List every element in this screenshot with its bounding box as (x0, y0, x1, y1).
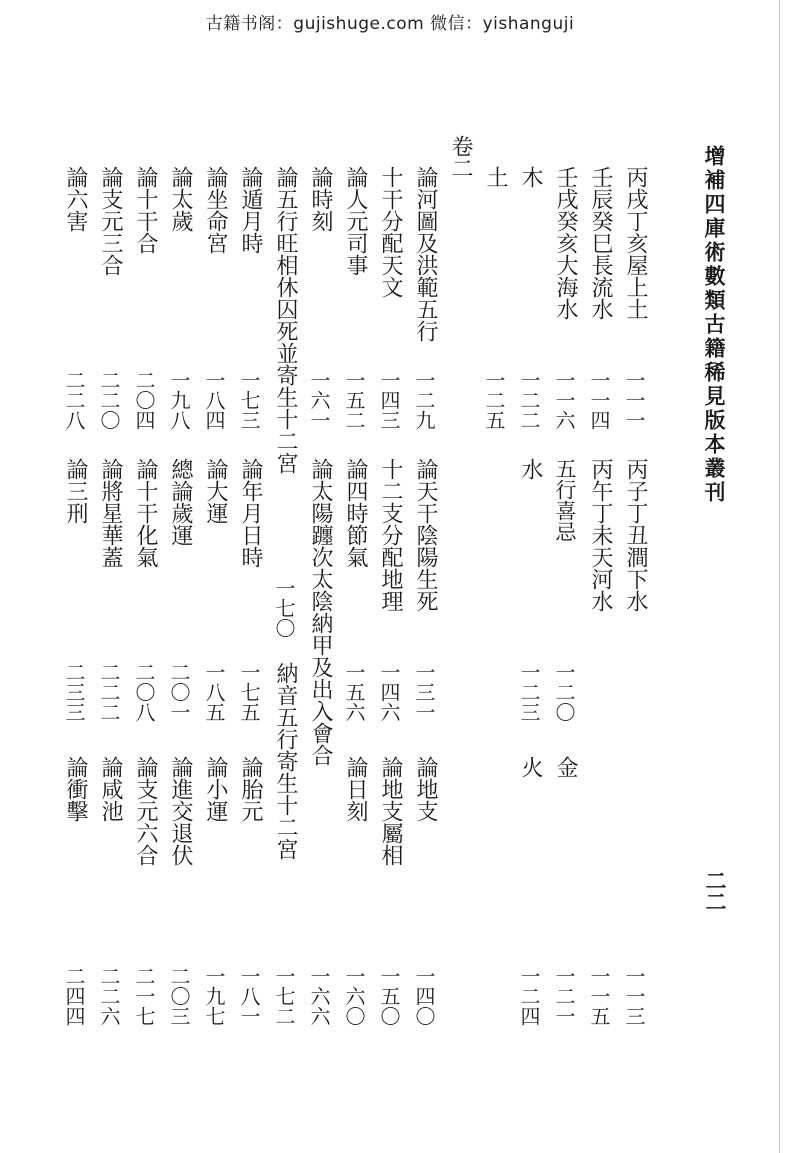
toc-title: 論河圖及洪範五行 (413, 166, 438, 342)
toc-title: 論日刻 (343, 756, 368, 822)
toc-page-number: 二二〇 (97, 370, 121, 430)
toc-page (344, 966, 364, 1026)
toc-page-number: 一二一 (552, 966, 576, 1026)
toc-entry (274, 166, 296, 474)
toc-entry (414, 166, 436, 342)
toc-title: 論五行旺相休囚死並寄生十二宮 (273, 166, 298, 474)
toc-title: 論四時節氣 (343, 458, 368, 568)
toc-entry (519, 756, 541, 778)
toc-title: 論三刑 (63, 458, 88, 524)
toc-page-number: 一九八 (167, 370, 191, 430)
toc-entry (99, 756, 121, 822)
chapter-heading-text: 卷二 (448, 135, 473, 179)
series-title (704, 145, 725, 509)
toc-page (169, 966, 189, 1026)
toc-title: 論年月日時 (238, 458, 263, 568)
toc-title: 論六害 (63, 166, 88, 232)
toc-page (204, 966, 224, 1026)
toc-page-number: 一二二 (517, 370, 541, 430)
toc-title: 丙戌丁亥屋上土 (623, 166, 648, 320)
toc-page-number: 一八五 (202, 662, 226, 722)
toc-title: 壬戌癸亥大海水 (553, 166, 578, 320)
toc-entry (554, 166, 576, 320)
toc-entry (239, 458, 261, 568)
toc-entry (344, 458, 366, 568)
toc-page-number: 一五二 (342, 370, 366, 430)
toc-entry (379, 166, 401, 298)
toc-title: 論地支 (413, 756, 438, 822)
toc-page-number: 二一七 (132, 966, 156, 1026)
toc-entry (624, 166, 646, 320)
toc-title: 金 (553, 756, 578, 778)
toc-title: 論支元六合 (133, 756, 158, 866)
page-edge-line (779, 0, 780, 1153)
toc-entry (169, 166, 191, 232)
toc-page (624, 966, 644, 1026)
toc-title: 丙午丁未天河水 (588, 458, 613, 612)
toc-page (519, 370, 539, 430)
toc-entry (134, 756, 156, 866)
toc-page (239, 662, 259, 722)
toc-page (589, 966, 609, 1026)
toc-entry (99, 166, 121, 276)
toc-page (344, 370, 364, 430)
toc-title: 土 (483, 166, 508, 188)
toc-entry (309, 458, 331, 766)
toc-page-number: 二〇一 (167, 662, 191, 722)
toc-page (169, 662, 189, 722)
toc-title: 論十干合 (133, 166, 158, 254)
toc-page (274, 578, 294, 638)
watermark-text: 古籍书阁：gujishuge.com 微信：yishanguji (205, 14, 575, 34)
toc-page (519, 966, 539, 1026)
toc-entry (554, 458, 575, 542)
toc-entry (64, 458, 86, 524)
toc-title: 丙子丁丑澗下水 (623, 458, 648, 612)
toc-page (484, 370, 504, 430)
toc-page-number: 一二五 (482, 370, 506, 430)
toc-title: 論坐命宮 (203, 166, 228, 254)
toc-page-number: 二四四 (62, 966, 86, 1026)
toc-page (554, 370, 574, 430)
toc-title: 論小運 (203, 756, 228, 822)
toc-page-number: 一六六 (307, 966, 331, 1026)
toc-page-number: 一五六 (342, 662, 366, 722)
toc-page (64, 662, 84, 722)
toc-page (379, 966, 399, 1026)
toc-page (554, 966, 574, 1026)
toc-page (379, 370, 399, 430)
toc-page-number: 一七三 (237, 370, 261, 430)
toc-page-number: 一一四 (587, 370, 611, 430)
toc-title: 論進交退伏 (168, 756, 193, 866)
toc-page-number: 一六〇 (342, 966, 366, 1026)
toc-page-number: 二二六 (97, 966, 121, 1026)
toc-page (99, 662, 119, 722)
toc-page (519, 662, 539, 722)
toc-page-number: 一三一 (412, 662, 436, 722)
toc-entry (204, 458, 226, 524)
toc-page (64, 966, 84, 1026)
toc-page (99, 966, 119, 1026)
toc-page (414, 370, 434, 430)
toc-page (554, 662, 574, 722)
toc-page-number: 二〇四 (132, 370, 156, 430)
toc-entry (589, 166, 611, 320)
toc-title: 壬辰癸巳長流水 (588, 166, 613, 320)
toc-entry (624, 458, 646, 612)
toc-entry (484, 166, 506, 188)
toc-page (379, 662, 399, 722)
toc-page-number: 一八四 (202, 370, 226, 430)
toc-page-number: 一一三 (622, 966, 646, 1026)
toc-entry (204, 756, 226, 822)
chapter-heading (449, 135, 471, 179)
toc-entry (239, 166, 261, 254)
toc-page-number: 一九七 (202, 966, 226, 1026)
toc-title: 論咸池 (98, 756, 123, 822)
toc-title: 水 (518, 458, 543, 480)
toc-title: 論大運 (203, 458, 228, 524)
toc-entry (204, 166, 226, 254)
toc-page (134, 662, 154, 722)
toc-entry (344, 166, 366, 276)
toc-page-number: 二〇八 (132, 662, 156, 722)
toc-page (239, 370, 259, 430)
toc-page (204, 370, 224, 430)
toc-title: 木 (518, 166, 543, 188)
toc-page (169, 370, 189, 430)
toc-title: 火 (518, 756, 543, 778)
toc-title: 論天干陰陽生死 (413, 458, 438, 612)
toc-title: 納音五行寄生十二宮 (273, 662, 298, 860)
toc-entry (64, 166, 86, 232)
toc-entry (344, 756, 366, 822)
toc-entry (519, 166, 541, 188)
page-number (705, 870, 726, 916)
toc-title: 論太陽躔次太陰納甲及出入會合 (308, 458, 333, 766)
toc-entry (134, 458, 156, 568)
toc-entry (169, 756, 191, 866)
toc-page (64, 370, 84, 430)
toc-title: 論支元三合 (98, 166, 123, 276)
toc-entry (274, 662, 296, 860)
toc-entry (414, 756, 436, 822)
toc-page-number: 二二八 (62, 370, 86, 430)
toc-page-number: 一七〇 (272, 578, 296, 638)
toc-entry (309, 166, 331, 232)
toc-page-number: 一五〇 (377, 966, 401, 1026)
toc-entry (99, 458, 121, 568)
toc-entry (589, 458, 611, 612)
toc-entry (134, 166, 156, 254)
toc-page (414, 662, 434, 722)
toc-page-number: 二三三 (62, 662, 86, 722)
toc-page (134, 370, 154, 430)
toc-page-number: 一六一 (307, 370, 331, 430)
toc-page (239, 966, 259, 1026)
series-title-text: 增補四庫術數類古籍稀見版本叢刊 (702, 145, 727, 505)
toc-title: 論胎元 (238, 756, 263, 822)
toc-page (204, 662, 224, 722)
toc-title: 論十干化氣 (133, 458, 158, 568)
toc-page (624, 370, 644, 430)
toc-page-number: 一二九 (412, 370, 436, 430)
toc-page-number: 一七二 (272, 966, 296, 1026)
toc-page-number: 一四三 (377, 370, 401, 430)
toc-title: 論人元司事 (343, 166, 368, 276)
toc-page (309, 370, 329, 430)
toc-title: 總論歲運 (168, 458, 193, 546)
toc-page-number: 一一六 (552, 370, 576, 430)
toc-title: 五行喜忌 (553, 458, 577, 542)
toc-entry (64, 756, 86, 822)
toc-page (344, 662, 364, 722)
toc-page-number: 一一一 (622, 370, 646, 430)
toc-page-number: 一七五 (237, 662, 261, 722)
toc-title: 論將星華蓋 (98, 458, 123, 568)
toc-page-number: 二〇三 (167, 966, 191, 1026)
toc-page (274, 966, 294, 1026)
toc-page-number: 二二二 (97, 662, 121, 722)
toc-title: 論衝擊 (63, 756, 88, 822)
toc-page (414, 966, 434, 1026)
toc-entry (519, 458, 541, 480)
toc-entry (169, 458, 191, 546)
toc-entry (414, 458, 436, 612)
toc-entry (239, 756, 261, 822)
toc-entry (554, 756, 576, 778)
toc-page (99, 370, 119, 430)
toc-title: 十二支分配地理 (378, 458, 403, 612)
toc-title: 論太歲 (168, 166, 193, 232)
toc-page-number: 一四〇 (412, 966, 436, 1026)
toc-page-number: 一二〇 (552, 662, 576, 722)
toc-title: 十干分配天文 (378, 166, 403, 298)
page-number-text: 二二 (703, 870, 728, 912)
toc-title: 論地支屬相 (378, 756, 403, 866)
toc-title: 論時刻 (308, 166, 333, 232)
toc-page-number: 一二四 (517, 966, 541, 1026)
toc-title: 論遁月時 (238, 166, 263, 254)
toc-entry (379, 756, 401, 866)
toc-entry (379, 458, 401, 612)
toc-page-number: 一四六 (377, 662, 401, 722)
toc-page-number: 一一五 (587, 966, 611, 1026)
toc-page-number: 一二三 (517, 662, 541, 722)
toc-page (134, 966, 154, 1026)
toc-page-number: 一八一 (237, 966, 261, 1026)
toc-page (309, 966, 329, 1026)
toc-page (589, 370, 609, 430)
